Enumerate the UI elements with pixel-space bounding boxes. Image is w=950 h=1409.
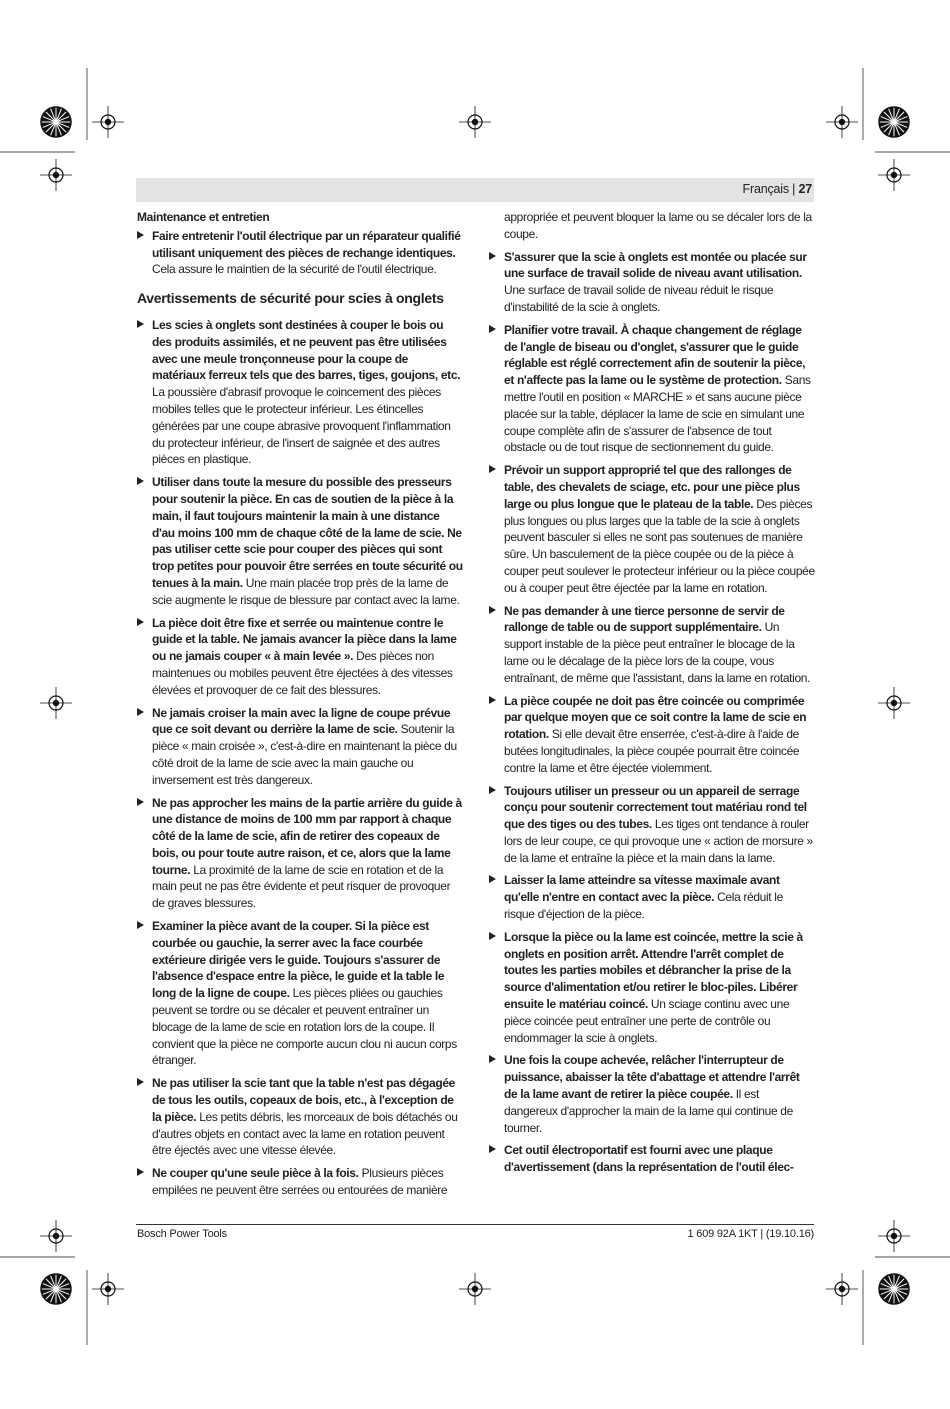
page-number: 27 <box>798 182 812 196</box>
registration-star-icon <box>41 107 71 137</box>
registration-cross-icon <box>459 106 491 138</box>
bullet-arrow-icon <box>489 606 496 614</box>
footer-rule <box>136 1224 814 1225</box>
list-item: Une fois la coupe achevée, relâcher l'interrupteur de puissance, abaisser la tête d'abattage et attendre l'arrêt de la lame avant de retirer la pièce coupée. Il est dangereux d'approcher la main de la lame qui continue de tourner. <box>489 1052 815 1136</box>
header-band <box>136 178 814 202</box>
registration-star-icon <box>879 107 909 137</box>
list-item: Ne pas demander à une tierce personne de servir de rallonge de table ou de support supplémentaire. Un support instable de la pièce peut entraîner le blocage de la lame ou le décalage de la pièce lors de la coupe, vous entraînant, de même que l'assistant, dans la lame en rotation. <box>489 603 815 687</box>
section-title: Avertissements de sécurité pour scies à onglets <box>137 290 444 307</box>
footer-doc-ref: 1 609 92A 1KT | (19.10.16) <box>687 1228 814 1240</box>
registration-star-icon <box>41 1274 71 1304</box>
registration-cross-icon <box>826 1273 858 1305</box>
bullet-arrow-icon <box>489 1145 496 1153</box>
registration-cross-icon <box>878 159 910 191</box>
list-item: Ne jamais croiser la main avec la ligne de coupe prévue que ce soit devant ou derrière la lame de scie. Soutenir la pièce « main croisée », c'est-à-dire en maintenant la pièce du côté droit de la lame de scie avec la main gauche ou inversement est très dangereux. <box>137 705 463 789</box>
list-item: Laisser la lame atteindre sa vitesse maximale avant qu'elle n'entre en contact avec la pièce. Cela réduit le risque d'éjection de la pièce. <box>489 872 815 922</box>
bullet-arrow-icon <box>489 252 496 260</box>
registration-cross-icon <box>826 106 858 138</box>
registration-star-icon <box>879 1274 909 1304</box>
bullet-arrow-icon <box>489 696 496 704</box>
list-item: La pièce doit être fixe et serrée ou maintenue contre le guide et la table. Ne jamais avancer la pièce dans la lame ou ne jamais couper « à main levée ». Des pièces non maintenues ou mobiles peuvent être éjectées à des vitesses élevées et provoquer de ce fait des blessures. <box>137 615 463 699</box>
bullet-arrow-icon <box>137 798 144 806</box>
list-item: La pièce coupée ne doit pas être coincée ou comprimée par quelque moyen que ce soit contre la lame de scie en rotation. Si elle devait être enserrée, c'est-à-dire à l'aide de butées longitudinales, la pièce coupée pourrait être coincée contre la lame et être éjectée violemment. <box>489 693 815 777</box>
registration-cross-icon <box>40 687 72 719</box>
registration-cross-icon <box>92 1273 124 1305</box>
bullet-arrow-icon <box>137 1078 144 1086</box>
list-item: Ne pas approcher les mains de la partie arrière du guide à une distance de moins de 100 mm par rapport à chaque côté de la lame de scie, afin de retirer des copeaux de bois, ou pour toute autre raison, et ce, alors que la lame tourne. La proximité de la lame de scie en rotation et de la main peut ne pas être évidente et peut risquer de provoquer de graves blessures. <box>137 795 463 913</box>
header-language: Français <box>742 182 789 196</box>
bullet-arrow-icon <box>489 875 496 883</box>
continued-text: appropriée et peuvent bloquer la lame ou se décaler lors de la coupe. <box>504 210 812 241</box>
list-item: Lorsque la pièce ou la lame est coincée, mettre la scie à onglets en position arrêt. Attendre l'arrêt complet de toutes les parties mobiles et débrancher la prise de la source d'alimentation et/ou retirer le bloc-piles. Libérer ensuite le matériau coincé. Un sciage continu avec une pièce coincée peut entraîner une perte de contrôle ou endommager la scie à onglets. <box>489 929 815 1047</box>
registration-cross-icon <box>40 1220 72 1252</box>
bullet-arrow-icon <box>137 618 144 626</box>
registration-cross-icon <box>878 1220 910 1252</box>
registration-cross-icon <box>40 159 72 191</box>
right-column <box>489 209 815 1182</box>
footer-brand: Bosch Power Tools <box>137 1228 227 1240</box>
bullet-arrow-icon <box>137 477 144 485</box>
list-item: Utiliser dans toute la mesure du possible des presseurs pour soutenir la pièce. En cas de soutien de la pièce à la main, il faut toujours maintenir la main à une distance d'au moins 100 mm de chaque côté de la lame de scie. Ne pas utiliser cette scie pour couper des pièces qui sont trop petites pour pouvoir être serrées en toute sécurité ou tenues à la main. Une main placée trop près de la lame de scie augmente le risque de blessure par contact avec la lame. <box>137 474 463 608</box>
bullet-arrow-icon <box>137 231 144 239</box>
list-item: Faire entretenir l'outil électrique par un réparateur qualifié utilisant uniquement des pièces de rechange identiques. Cela assure le maintien de la sécurité de l'outil électrique. <box>137 228 463 278</box>
bullet-arrow-icon <box>137 1168 144 1176</box>
registration-cross-icon <box>92 106 124 138</box>
maintenance-heading: Maintenance et entretien <box>137 210 270 224</box>
list-item: Les scies à onglets sont destinées à couper le bois ou des produits assimilés, et ne peuvent pas être utilisées avec une meule tronçonneuse pour la coupe de matériaux ferreux tels que des barres, tiges, goujons, etc. La poussière d'abrasif provoque le coincement des pièces mobiles telles que le protecteur inférieur. Les étincelles générées par une coupe abrasive provoquent l'inflammation du protecteur inférieur, de l'insert de saignée et des autres pièces en plastique. <box>137 317 463 468</box>
left-column <box>137 209 463 1205</box>
bullet-arrow-icon <box>137 921 144 929</box>
bullet-arrow-icon <box>489 325 496 333</box>
registration-cross-icon <box>459 1273 491 1305</box>
registration-cross-icon <box>878 687 910 719</box>
list-item: Cet outil électroportatif est fourni avec une plaque d'avertissement (dans la représentation de l'outil élec- <box>489 1142 815 1176</box>
bullet-arrow-icon <box>137 320 144 328</box>
bullet-arrow-icon <box>489 465 496 473</box>
list-item: Planifier votre travail. À chaque changement de réglage de l'angle de biseau ou d'onglet, s'assurer que le guide réglable est réglé correctement afin de soutenir la pièce, et n'affecte pas la lame ou le système de protection. Sans mettre l'outil en position « MARCHE » et sans aucune pièce placée sur la table, déplacer la lame de scie en simulant une coupe complète afin de s'assurer de l'absence de tout obstacle ou de tout risque de sectionnement du guide. <box>489 322 815 456</box>
list-item: Ne pas utiliser la scie tant que la table n'est pas dégagée de tous les outils, copeaux de bois, etc., à l'exception de la pièce. Les petits débris, les morceaux de bois détachés ou d'autres objets en contact avec la lame en rotation peuvent être éjectés avec une vitesse élevée. <box>137 1075 463 1159</box>
running-header: Français | 27 <box>742 182 812 196</box>
list-item: Prévoir un support approprié tel que des rallonges de table, des chevalets de sciage, etc. pour une pièce plus large ou plus longue que le plateau de la table. Des pièces plus longues ou plus larges que la table de la scie à onglets peuvent basculer si elles ne sont pas soutenues de manière sûre. Un basculement de la pièce coupée ou de la pièce à couper peut soulever le protecteur inférieur ou la pièce coupée ou à couper peut être éjectée par la lame en rotation. <box>489 462 815 596</box>
bullet-arrow-icon <box>489 786 496 794</box>
list-item: Toujours utiliser un presseur ou un appareil de serrage conçu pour soutenir correctement tout matériau rond tel que des tiges ou des tubes. Les tiges ont tendance à rouler lors de leur coupe, ce qui provoque une « action de morsure » de la lame et entraîne la pièce et la main dans la lame. <box>489 783 815 867</box>
list-item: Examiner la pièce avant de la couper. Si la pièce est courbée ou gauchie, la serrer avec la face courbée extérieure dirigée vers le guide. Toujours s'assurer de l'absence d'espace entre la pièce, le guide et la table le long de la ligne de coupe. Les pièces pliées ou gauchies peuvent se tordre ou se décaler et peuvent entraîner un blocage de la lame de scie en rotation lors de la coupe. Il convient que la pièce ne comporte aucun clou ni aucun corps étranger. <box>137 918 463 1069</box>
bullet-arrow-icon <box>489 932 496 940</box>
list-item: Ne couper qu'une seule pièce à la fois. Plusieurs pièces empilées ne peuvent être serrées ou entourées de manière <box>137 1165 463 1199</box>
bullet-arrow-icon <box>489 1055 496 1063</box>
bullet-arrow-icon <box>137 708 144 716</box>
list-item: S'assurer que la scie à onglets est montée ou placée sur une surface de travail solide de niveau avant utilisation. Une surface de travail solide de niveau réduit le risque d'instabilité de la scie à onglets. <box>489 249 815 316</box>
